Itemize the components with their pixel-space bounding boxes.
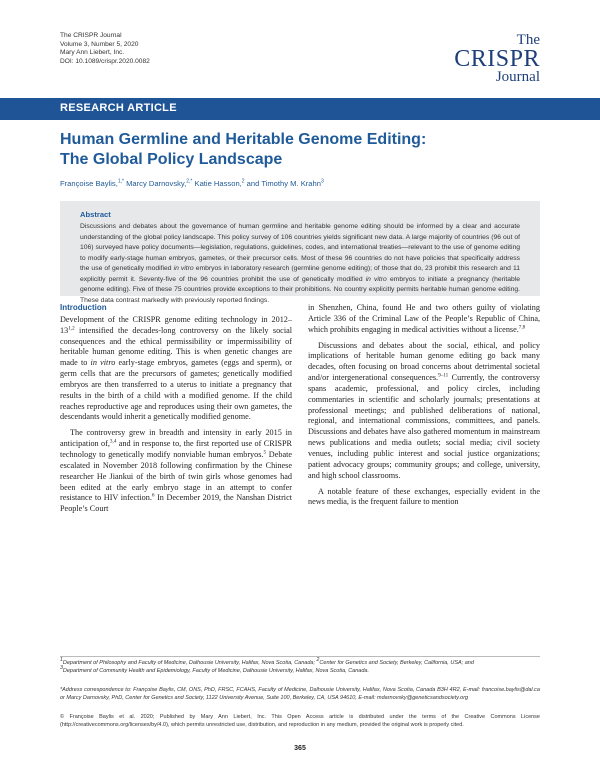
affiliation: Center for Genetics and Society, Berkeley, California, USA; and xyxy=(319,660,474,666)
citation: 1,2 xyxy=(68,324,75,331)
page-number: 365 xyxy=(294,745,306,752)
text-segment: In December 2019, the Nanshan District People’s Court xyxy=(60,493,292,514)
journal-meta xyxy=(60,32,150,66)
citation: 7,8 xyxy=(518,323,526,330)
author-affiliation: 1,* xyxy=(117,178,124,185)
correspondence-note: *Address correspondence to: Françoise Baylis, CM, ONS, PhD, FRSC, FCAHS, Faculty of Medicine, Dalhousie University, Halifax, Nova Scotia, Canada B3H 4R2, E-mail: francoise.baylis@dal.ca or Marcy Darnovsky, PhD, Center for Genetics and Society, 1122 University Avenue, Suite 100, Berkeley, CA, USA 94610, E-mail: mdarnovsky@geneticsandsociety.org xyxy=(60,687,540,701)
text-segment: Discussions and debates about the social, ethical, and policy implications of heritable human genome editing go back many decades, often focusing on broad concerns about detrimental societal and/or intergenerational consequences. xyxy=(308,340,540,383)
author: Françoise Baylis, xyxy=(60,179,118,188)
author-list xyxy=(60,179,324,188)
text-segment: early-stage embryos, gametes (eggs and sperm), or germ cells that are the precursors of gametes; genetically modified embryos are then transferred to a uterus to initiate a pregnancy that results in the birth of a child with a modified genome. If the child reaches reproductive age and reproduces using their own gametes, the descendants would inherit a genetically modified genome. xyxy=(60,358,292,422)
publisher: Mary Ann Liebert, Inc. xyxy=(60,49,125,57)
affiliation: Department of Philosophy and Faculty of Medicine, Dalhousie University, Halifax, Nova Scotia, Canada; xyxy=(62,660,315,666)
citation: 3,4 xyxy=(109,438,117,445)
text-segment: Currently, the controversy spans academic, professional, and policy circles, including commentaries in scientific and scholarly journals; presentations at professional meetings; and published deliberations of national, regional, and international commissions, committees, and panels. Discussions and debates have also gathered momentum in mainstream news publications and media outlets; social media; civil society venues, including public interest and social justice organizations; patient advocacy groups; community groups; and college, university, and high school classrooms. xyxy=(308,373,541,480)
paragraph xyxy=(60,428,292,515)
text-segment: Debate escalated in November 2018 following confirmation by the Chinese researcher He Jiankui of the birth of twin girls whose genomes had been edited at the early embryo stage in an attempt to confer resistance to HIV infection. xyxy=(60,449,292,503)
title-line-2: The Global Policy Landscape xyxy=(60,151,283,168)
footnote-divider xyxy=(60,656,540,657)
text-segment: in Shenzhen, China, found He and two others guilty of violating Article 336 of the Criminal Law of the People’s Republic of China, which prohibits engaging in medical activities without a license. xyxy=(308,303,540,334)
abstract-heading: Abstract xyxy=(80,210,111,219)
text-segment: The controversy grew in breadth and intensity in early 2015 in anticipation of, xyxy=(60,428,292,449)
journal-logo xyxy=(454,33,540,85)
author-affiliation: 3 xyxy=(320,178,324,185)
citation: 6 xyxy=(151,492,155,499)
abstract-italic: in vitro xyxy=(173,265,194,272)
logo-the: The xyxy=(516,32,540,48)
article-type-banner xyxy=(0,98,600,120)
doi: DOI: 10.1089/crispr.2020.0082 xyxy=(60,57,150,65)
abstract-segment: Discussions and debates about the governance of human germline and heritable genome editing should be informed by a clear and accurate understanding of the global policy landscape. This policy survey of 106 countries yields significant new data. A large majority of countries (96 out of 106) surveyed have policy documents—legislation, regulations, guidelines, codes, and international treaties—relevant to the use of genome editing to modify early-stage human embryos, gametes, or their precursor cells. Most of these 96 countries do not have policies that specifically address the use of genetically modified xyxy=(80,223,520,272)
abstract-segment: embryos in laboratory research (germline genome editing); of those that do, 23 prohibit this research and 11 explicitly permit it. Seventy-five of the 96 countries prohibit the use of genetically modified xyxy=(80,265,520,283)
section-heading-introduction: Introduction xyxy=(60,303,107,312)
logo-journal: Journal xyxy=(495,69,540,85)
text-segment: and in response to, the first reported use of CRISPR technology to genetically modify nonviable human embryos. xyxy=(60,439,292,459)
text-italic: in vitro xyxy=(90,358,116,368)
affiliation: Department of Community Health and Epidemiology, Faculty of Medicine, Dalhousie University, Halifax, Nova Scotia, Canada. xyxy=(62,668,369,674)
paragraph xyxy=(60,315,292,423)
abstract-text xyxy=(80,222,520,306)
paragraph xyxy=(308,341,540,482)
article-type-label: RESEARCH ARTICLE xyxy=(60,102,177,114)
author: Marcy Darnovsky, xyxy=(123,179,187,188)
body-column-left xyxy=(60,303,292,515)
author: and Timothy M. Krahn xyxy=(244,179,321,188)
logo-crispr: CRISPR xyxy=(454,46,540,72)
volume-issue: Volume 3, Number 5, 2020 xyxy=(60,40,139,48)
abstract-italic: in vitro xyxy=(365,275,387,283)
text-segment: intensified the decades-long controversy on the likely social consequences and the ethical permissibility or impermissibility of heritable human genome editing. This is when genetic changes are made to xyxy=(60,325,292,368)
text-segment: Development of the CRISPR genome editing technology in 2012–13 xyxy=(60,314,292,335)
abstract-segment: embryos to initiate a pregnancy (heritable genome editing). Five of these 75 countries provide exceptions to their prohibitions. No country explicitly permits heritable human genome editing. These data contrast markedly with previously reported findings. xyxy=(80,275,520,304)
abstract-box xyxy=(60,201,540,304)
affiliations: $^1$Department of Philosophy and Faculty of Medicine, Dalhousie University, Halifax, Nova Scotia, Canada; $^2$Center for Genetics and Society, Berkeley, California, USA; and $^3$Department of Community Health and Epidemiology, Faculty of Medicine, Dalhousie University, Halifax, Nova Scotia, Canada. xyxy=(60,657,474,674)
paragraph xyxy=(308,303,540,336)
body-column-right xyxy=(308,303,540,508)
author-affiliation: 2,* xyxy=(186,178,193,185)
article-title xyxy=(60,130,540,170)
license-note: © Françoise Baylis et al. 2020; Published by Mary Ann Liebert, Inc. This Open Access article is distributed under the terms of the Creative Commons License (http://creativecommons.org/licenses/by/4.0), which permits unrestricted use, distribution, and reproduction in any medium, provided the original work is properly cited. xyxy=(60,714,540,728)
citation: 5 xyxy=(263,449,267,456)
author-affiliation: 2 xyxy=(241,178,245,185)
title-line-1: Human Germline and Heritable Genome Editing: xyxy=(60,131,427,148)
journal-name: The CRISPR Journal xyxy=(60,32,122,39)
paragraph: A notable feature of these exchanges, especially evident in the news media, is the frequent failure to mention xyxy=(308,486,540,507)
citation: 9–11 xyxy=(438,372,449,379)
author: Katie Hasson, xyxy=(192,179,242,188)
